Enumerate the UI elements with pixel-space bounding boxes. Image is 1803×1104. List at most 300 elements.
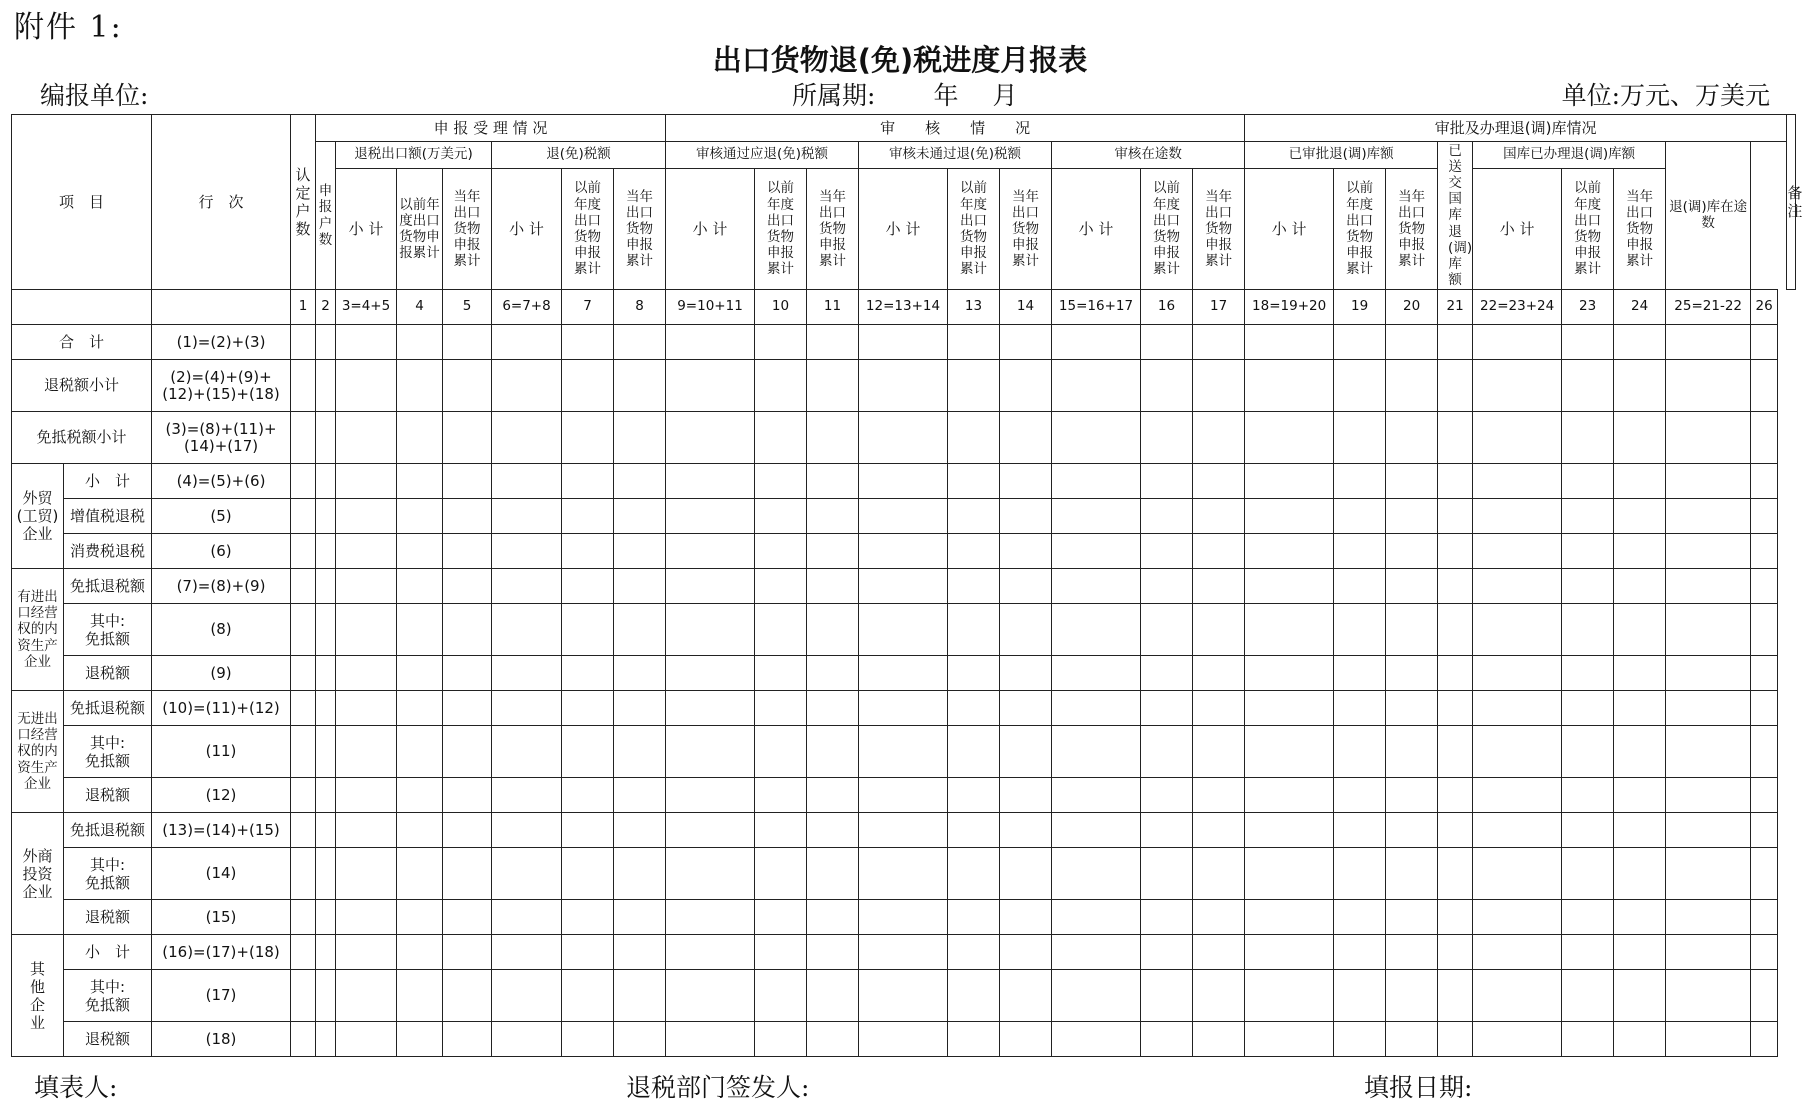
data-cell[interactable]	[397, 604, 443, 656]
data-cell[interactable]	[291, 970, 316, 1022]
data-cell[interactable]	[948, 499, 1000, 534]
data-cell[interactable]	[1751, 464, 1778, 499]
data-cell[interactable]	[1193, 935, 1245, 970]
data-cell[interactable]	[443, 1022, 492, 1057]
data-cell[interactable]	[666, 604, 755, 656]
data-cell[interactable]	[562, 813, 614, 848]
data-cell[interactable]	[397, 499, 443, 534]
data-cell[interactable]	[948, 360, 1000, 412]
data-cell[interactable]	[1141, 778, 1193, 813]
data-cell[interactable]	[443, 900, 492, 935]
data-cell[interactable]	[1386, 778, 1438, 813]
data-cell[interactable]	[336, 813, 397, 848]
data-cell[interactable]	[614, 848, 666, 900]
data-cell[interactable]	[1562, 360, 1614, 412]
data-cell[interactable]	[1386, 656, 1438, 691]
data-cell[interactable]	[666, 726, 755, 778]
data-cell[interactable]	[397, 412, 443, 464]
data-cell[interactable]	[443, 499, 492, 534]
data-cell[interactable]	[614, 499, 666, 534]
data-cell[interactable]	[1052, 900, 1141, 935]
data-cell[interactable]	[492, 360, 562, 412]
data-cell[interactable]	[1052, 1022, 1141, 1057]
data-cell[interactable]	[1141, 499, 1193, 534]
data-cell[interactable]	[755, 569, 807, 604]
data-cell[interactable]	[336, 656, 397, 691]
data-cell[interactable]	[807, 813, 859, 848]
data-cell[interactable]	[1666, 656, 1751, 691]
data-cell[interactable]	[807, 325, 859, 360]
data-cell[interactable]	[492, 656, 562, 691]
data-cell[interactable]	[397, 1022, 443, 1057]
data-cell[interactable]	[562, 569, 614, 604]
data-cell[interactable]	[1334, 970, 1386, 1022]
data-cell[interactable]	[291, 499, 316, 534]
data-cell[interactable]	[1141, 900, 1193, 935]
data-cell[interactable]	[1473, 970, 1562, 1022]
data-cell[interactable]	[1751, 412, 1778, 464]
data-cell[interactable]	[1334, 1022, 1386, 1057]
data-cell[interactable]	[666, 464, 755, 499]
data-cell[interactable]	[1245, 813, 1334, 848]
data-cell[interactable]	[336, 569, 397, 604]
data-cell[interactable]	[1052, 813, 1141, 848]
data-cell[interactable]	[397, 848, 443, 900]
data-cell[interactable]	[1666, 813, 1751, 848]
data-cell[interactable]	[316, 360, 336, 412]
data-cell[interactable]	[1614, 935, 1666, 970]
data-cell[interactable]	[316, 691, 336, 726]
data-cell[interactable]	[859, 412, 948, 464]
data-cell[interactable]	[1386, 813, 1438, 848]
data-cell[interactable]	[316, 900, 336, 935]
data-cell[interactable]	[1751, 813, 1778, 848]
data-cell[interactable]	[807, 726, 859, 778]
data-cell[interactable]	[1245, 464, 1334, 499]
data-cell[interactable]	[1473, 848, 1562, 900]
data-cell[interactable]	[948, 412, 1000, 464]
data-cell[interactable]	[948, 604, 1000, 656]
data-cell[interactable]	[807, 534, 859, 569]
data-cell[interactable]	[1334, 360, 1386, 412]
data-cell[interactable]	[1193, 534, 1245, 569]
data-cell[interactable]	[1245, 778, 1334, 813]
data-cell[interactable]	[755, 464, 807, 499]
data-cell[interactable]	[1141, 1022, 1193, 1057]
data-cell[interactable]	[1562, 900, 1614, 935]
data-cell[interactable]	[1614, 534, 1666, 569]
data-cell[interactable]	[859, 1022, 948, 1057]
data-cell[interactable]	[1614, 900, 1666, 935]
data-cell[interactable]	[755, 412, 807, 464]
data-cell[interactable]	[1386, 935, 1438, 970]
data-cell[interactable]	[1473, 412, 1562, 464]
data-cell[interactable]	[1751, 656, 1778, 691]
data-cell[interactable]	[1614, 848, 1666, 900]
data-cell[interactable]	[614, 534, 666, 569]
data-cell[interactable]	[316, 970, 336, 1022]
data-cell[interactable]	[1562, 604, 1614, 656]
data-cell[interactable]	[755, 360, 807, 412]
data-cell[interactable]	[291, 464, 316, 499]
data-cell[interactable]	[1473, 360, 1562, 412]
data-cell[interactable]	[397, 325, 443, 360]
data-cell[interactable]	[397, 778, 443, 813]
data-cell[interactable]	[859, 813, 948, 848]
data-cell[interactable]	[666, 813, 755, 848]
data-cell[interactable]	[291, 412, 316, 464]
data-cell[interactable]	[1000, 604, 1052, 656]
data-cell[interactable]	[1438, 691, 1473, 726]
data-cell[interactable]	[1751, 691, 1778, 726]
data-cell[interactable]	[562, 412, 614, 464]
data-cell[interactable]	[1438, 325, 1473, 360]
data-cell[interactable]	[1245, 848, 1334, 900]
data-cell[interactable]	[1614, 778, 1666, 813]
data-cell[interactable]	[1751, 1022, 1778, 1057]
data-cell[interactable]	[1000, 970, 1052, 1022]
data-cell[interactable]	[1614, 813, 1666, 848]
data-cell[interactable]	[755, 935, 807, 970]
data-cell[interactable]	[859, 970, 948, 1022]
data-cell[interactable]	[336, 778, 397, 813]
data-cell[interactable]	[1245, 569, 1334, 604]
data-cell[interactable]	[1751, 360, 1778, 412]
data-cell[interactable]	[1386, 412, 1438, 464]
data-cell[interactable]	[1386, 604, 1438, 656]
data-cell[interactable]	[492, 412, 562, 464]
data-cell[interactable]	[316, 325, 336, 360]
data-cell[interactable]	[1141, 360, 1193, 412]
data-cell[interactable]	[336, 534, 397, 569]
data-cell[interactable]	[443, 360, 492, 412]
data-cell[interactable]	[1438, 900, 1473, 935]
data-cell[interactable]	[492, 569, 562, 604]
data-cell[interactable]	[1386, 691, 1438, 726]
data-cell[interactable]	[1000, 499, 1052, 534]
data-cell[interactable]	[948, 569, 1000, 604]
data-cell[interactable]	[1473, 464, 1562, 499]
data-cell[interactable]	[1473, 569, 1562, 604]
data-cell[interactable]	[336, 970, 397, 1022]
data-cell[interactable]	[755, 813, 807, 848]
data-cell[interactable]	[1666, 325, 1751, 360]
data-cell[interactable]	[1666, 604, 1751, 656]
data-cell[interactable]	[1245, 604, 1334, 656]
data-cell[interactable]	[859, 848, 948, 900]
data-cell[interactable]	[1438, 778, 1473, 813]
data-cell[interactable]	[1000, 464, 1052, 499]
data-cell[interactable]	[562, 1022, 614, 1057]
data-cell[interactable]	[807, 691, 859, 726]
data-cell[interactable]	[397, 970, 443, 1022]
data-cell[interactable]	[614, 778, 666, 813]
data-cell[interactable]	[859, 499, 948, 534]
data-cell[interactable]	[1438, 848, 1473, 900]
data-cell[interactable]	[1386, 360, 1438, 412]
data-cell[interactable]	[1334, 499, 1386, 534]
data-cell[interactable]	[443, 569, 492, 604]
data-cell[interactable]	[1193, 569, 1245, 604]
data-cell[interactable]	[1562, 935, 1614, 970]
data-cell[interactable]	[1614, 970, 1666, 1022]
data-cell[interactable]	[1751, 848, 1778, 900]
data-cell[interactable]	[336, 900, 397, 935]
data-cell[interactable]	[316, 604, 336, 656]
data-cell[interactable]	[1052, 412, 1141, 464]
data-cell[interactable]	[1245, 360, 1334, 412]
data-cell[interactable]	[807, 900, 859, 935]
data-cell[interactable]	[807, 1022, 859, 1057]
data-cell[interactable]	[1000, 412, 1052, 464]
data-cell[interactable]	[492, 1022, 562, 1057]
data-cell[interactable]	[1473, 499, 1562, 534]
data-cell[interactable]	[1473, 726, 1562, 778]
data-cell[interactable]	[1245, 656, 1334, 691]
data-cell[interactable]	[1614, 499, 1666, 534]
data-cell[interactable]	[336, 935, 397, 970]
data-cell[interactable]	[1562, 499, 1614, 534]
data-cell[interactable]	[859, 691, 948, 726]
data-cell[interactable]	[492, 691, 562, 726]
data-cell[interactable]	[336, 499, 397, 534]
data-cell[interactable]	[666, 935, 755, 970]
data-cell[interactable]	[1386, 726, 1438, 778]
data-cell[interactable]	[1473, 1022, 1562, 1057]
data-cell[interactable]	[1334, 726, 1386, 778]
data-cell[interactable]	[443, 656, 492, 691]
data-cell[interactable]	[859, 778, 948, 813]
data-cell[interactable]	[1000, 569, 1052, 604]
data-cell[interactable]	[1193, 656, 1245, 691]
data-cell[interactable]	[1666, 900, 1751, 935]
data-cell[interactable]	[443, 813, 492, 848]
data-cell[interactable]	[807, 464, 859, 499]
data-cell[interactable]	[948, 691, 1000, 726]
data-cell[interactable]	[1562, 569, 1614, 604]
data-cell[interactable]	[1751, 935, 1778, 970]
data-cell[interactable]	[948, 935, 1000, 970]
data-cell[interactable]	[859, 656, 948, 691]
data-cell[interactable]	[755, 848, 807, 900]
data-cell[interactable]	[1386, 569, 1438, 604]
data-cell[interactable]	[1141, 604, 1193, 656]
data-cell[interactable]	[755, 1022, 807, 1057]
data-cell[interactable]	[492, 534, 562, 569]
data-cell[interactable]	[1052, 691, 1141, 726]
data-cell[interactable]	[666, 1022, 755, 1057]
data-cell[interactable]	[1751, 604, 1778, 656]
data-cell[interactable]	[859, 325, 948, 360]
data-cell[interactable]	[1000, 534, 1052, 569]
data-cell[interactable]	[666, 325, 755, 360]
data-cell[interactable]	[755, 726, 807, 778]
data-cell[interactable]	[1000, 656, 1052, 691]
data-cell[interactable]	[291, 1022, 316, 1057]
data-cell[interactable]	[1562, 1022, 1614, 1057]
data-cell[interactable]	[1614, 726, 1666, 778]
data-cell[interactable]	[1193, 499, 1245, 534]
data-cell[interactable]	[291, 726, 316, 778]
data-cell[interactable]	[755, 691, 807, 726]
data-cell[interactable]	[1614, 464, 1666, 499]
data-cell[interactable]	[1562, 656, 1614, 691]
data-cell[interactable]	[1193, 412, 1245, 464]
data-cell[interactable]	[1141, 464, 1193, 499]
data-cell[interactable]	[562, 499, 614, 534]
data-cell[interactable]	[492, 778, 562, 813]
data-cell[interactable]	[1193, 360, 1245, 412]
data-cell[interactable]	[1334, 778, 1386, 813]
data-cell[interactable]	[443, 848, 492, 900]
data-cell[interactable]	[1473, 935, 1562, 970]
data-cell[interactable]	[1386, 325, 1438, 360]
data-cell[interactable]	[948, 970, 1000, 1022]
data-cell[interactable]	[1052, 726, 1141, 778]
data-cell[interactable]	[1473, 778, 1562, 813]
data-cell[interactable]	[1193, 848, 1245, 900]
data-cell[interactable]	[397, 569, 443, 604]
data-cell[interactable]	[614, 360, 666, 412]
data-cell[interactable]	[336, 1022, 397, 1057]
data-cell[interactable]	[291, 569, 316, 604]
data-cell[interactable]	[1438, 604, 1473, 656]
data-cell[interactable]	[336, 726, 397, 778]
data-cell[interactable]	[397, 534, 443, 569]
data-cell[interactable]	[492, 604, 562, 656]
data-cell[interactable]	[1751, 534, 1778, 569]
data-cell[interactable]	[859, 534, 948, 569]
data-cell[interactable]	[755, 970, 807, 1022]
data-cell[interactable]	[1334, 813, 1386, 848]
data-cell[interactable]	[1000, 778, 1052, 813]
data-cell[interactable]	[1473, 691, 1562, 726]
data-cell[interactable]	[807, 360, 859, 412]
data-cell[interactable]	[1245, 1022, 1334, 1057]
data-cell[interactable]	[755, 499, 807, 534]
data-cell[interactable]	[1193, 464, 1245, 499]
data-cell[interactable]	[1141, 935, 1193, 970]
data-cell[interactable]	[1438, 656, 1473, 691]
data-cell[interactable]	[397, 935, 443, 970]
data-cell[interactable]	[859, 569, 948, 604]
data-cell[interactable]	[614, 464, 666, 499]
data-cell[interactable]	[336, 464, 397, 499]
data-cell[interactable]	[397, 360, 443, 412]
data-cell[interactable]	[562, 604, 614, 656]
data-cell[interactable]	[1245, 412, 1334, 464]
data-cell[interactable]	[1141, 412, 1193, 464]
data-cell[interactable]	[492, 464, 562, 499]
data-cell[interactable]	[443, 325, 492, 360]
data-cell[interactable]	[1562, 813, 1614, 848]
data-cell[interactable]	[562, 900, 614, 935]
data-cell[interactable]	[1000, 1022, 1052, 1057]
data-cell[interactable]	[1245, 499, 1334, 534]
data-cell[interactable]	[316, 726, 336, 778]
data-cell[interactable]	[614, 656, 666, 691]
data-cell[interactable]	[1193, 900, 1245, 935]
data-cell[interactable]	[562, 656, 614, 691]
data-cell[interactable]	[859, 900, 948, 935]
data-cell[interactable]	[1562, 778, 1614, 813]
data-cell[interactable]	[397, 726, 443, 778]
data-cell[interactable]	[948, 534, 1000, 569]
data-cell[interactable]	[562, 325, 614, 360]
data-cell[interactable]	[666, 900, 755, 935]
data-cell[interactable]	[1562, 970, 1614, 1022]
data-cell[interactable]	[443, 691, 492, 726]
data-cell[interactable]	[443, 604, 492, 656]
data-cell[interactable]	[1193, 691, 1245, 726]
data-cell[interactable]	[316, 813, 336, 848]
data-cell[interactable]	[1386, 900, 1438, 935]
data-cell[interactable]	[1562, 325, 1614, 360]
data-cell[interactable]	[316, 778, 336, 813]
data-cell[interactable]	[1614, 569, 1666, 604]
data-cell[interactable]	[1562, 534, 1614, 569]
data-cell[interactable]	[562, 726, 614, 778]
data-cell[interactable]	[316, 499, 336, 534]
data-cell[interactable]	[316, 1022, 336, 1057]
data-cell[interactable]	[614, 1022, 666, 1057]
data-cell[interactable]	[316, 935, 336, 970]
data-cell[interactable]	[1614, 691, 1666, 726]
data-cell[interactable]	[859, 726, 948, 778]
data-cell[interactable]	[859, 360, 948, 412]
data-cell[interactable]	[316, 412, 336, 464]
data-cell[interactable]	[1666, 360, 1751, 412]
data-cell[interactable]	[1334, 534, 1386, 569]
data-cell[interactable]	[1562, 691, 1614, 726]
data-cell[interactable]	[1245, 935, 1334, 970]
data-cell[interactable]	[1386, 534, 1438, 569]
data-cell[interactable]	[1562, 848, 1614, 900]
data-cell[interactable]	[1614, 360, 1666, 412]
data-cell[interactable]	[948, 656, 1000, 691]
data-cell[interactable]	[1473, 325, 1562, 360]
data-cell[interactable]	[666, 569, 755, 604]
data-cell[interactable]	[1052, 464, 1141, 499]
data-cell[interactable]	[1193, 726, 1245, 778]
data-cell[interactable]	[807, 412, 859, 464]
data-cell[interactable]	[948, 726, 1000, 778]
data-cell[interactable]	[1386, 464, 1438, 499]
data-cell[interactable]	[807, 970, 859, 1022]
data-cell[interactable]	[948, 464, 1000, 499]
data-cell[interactable]	[1614, 656, 1666, 691]
data-cell[interactable]	[1666, 778, 1751, 813]
data-cell[interactable]	[397, 691, 443, 726]
data-cell[interactable]	[614, 935, 666, 970]
data-cell[interactable]	[291, 656, 316, 691]
data-cell[interactable]	[1751, 499, 1778, 534]
data-cell[interactable]	[1751, 970, 1778, 1022]
data-cell[interactable]	[1666, 464, 1751, 499]
data-cell[interactable]	[291, 848, 316, 900]
data-cell[interactable]	[1052, 325, 1141, 360]
data-cell[interactable]	[1245, 970, 1334, 1022]
data-cell[interactable]	[1666, 1022, 1751, 1057]
data-cell[interactable]	[755, 325, 807, 360]
data-cell[interactable]	[492, 970, 562, 1022]
data-cell[interactable]	[336, 691, 397, 726]
data-cell[interactable]	[397, 813, 443, 848]
data-cell[interactable]	[1751, 569, 1778, 604]
data-cell[interactable]	[443, 970, 492, 1022]
data-cell[interactable]	[1141, 726, 1193, 778]
data-cell[interactable]	[1000, 726, 1052, 778]
